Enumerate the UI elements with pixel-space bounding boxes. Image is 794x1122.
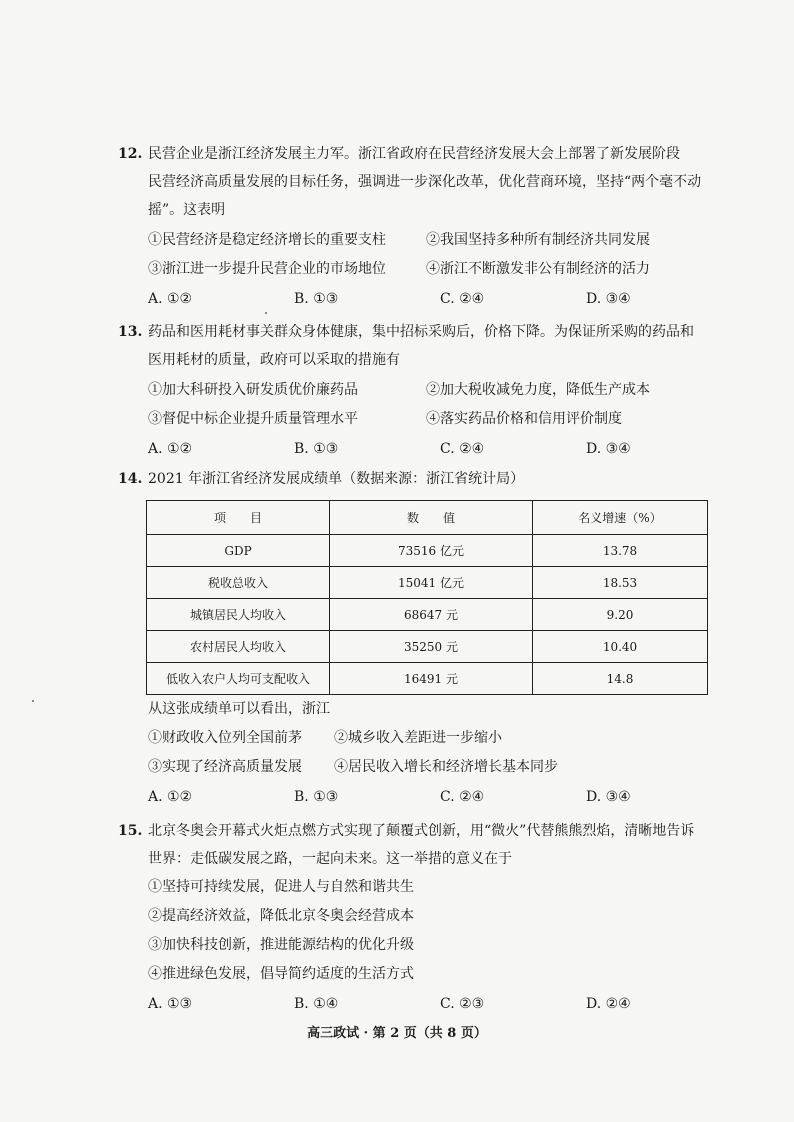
answer-b: B. ①④: [294, 996, 339, 1012]
question-stem: 世界：走低碳发展之路，一起向未来。这一举措的意义在于: [148, 851, 512, 867]
table-cell: 税收总收入: [147, 567, 330, 599]
answer-b: B. ①③: [294, 789, 339, 805]
option-1: ①财政收入位列全国前茅: [148, 730, 302, 746]
table-cell: 城镇居民人均收入: [147, 599, 330, 631]
option-1: ①民营经济是稳定经济增长的重要支柱: [148, 232, 386, 248]
option-4: ④浙江不断激发非公有制经济的活力: [426, 261, 650, 277]
question-stem: 摇”。这表明: [148, 202, 226, 218]
option-4: ④居民收入增长和经济增长基本同步: [334, 759, 558, 775]
option-1: ①加大科研投入研发质优价廉药品: [148, 382, 358, 398]
question-stem: 从这张成绩单可以看出，浙江: [148, 701, 330, 717]
table-row: [147, 535, 708, 567]
table-cell: 35250 元: [330, 631, 533, 663]
table-cell: 农村居民人均收入: [147, 631, 330, 663]
table-row: [147, 567, 708, 599]
question-number: 12.: [118, 146, 143, 162]
table-cell: 73516 亿元: [330, 535, 533, 567]
table-cell: 15041 亿元: [330, 567, 533, 599]
question-stem: 民营企业是浙江经济发展主力军。浙江省政府在民营经济发展大会上部署了新发展阶段: [148, 146, 680, 162]
option-3: ③督促中标企业提升质量管理水平: [148, 411, 358, 427]
table-header-row: [147, 501, 708, 535]
answer-c: C. ②④: [440, 291, 485, 307]
table-header: 名义增速（%）: [533, 501, 708, 535]
table-cell: GDP: [147, 535, 330, 567]
table-cell: 低收入农户人均可支配收入: [147, 663, 330, 695]
answer-a: A. ①②: [148, 441, 193, 457]
question-stem: 北京冬奥会开幕式火炬点燃方式实现了颠覆式创新，用“微火”代替熊熊烈焰，清晰地告诉: [148, 823, 695, 839]
question-number: 14.: [118, 471, 143, 487]
option-2: ②加大税收减免力度，降低生产成本: [426, 382, 650, 398]
question-stem: 2021 年浙江省经济发展成绩单（数据来源：浙江省统计局）: [148, 471, 525, 487]
option-2: ②我国坚持多种所有制经济共同发展: [426, 232, 650, 248]
table-cell: 14.8: [533, 663, 708, 695]
answer-a: A. ①③: [148, 996, 193, 1012]
table-row: [147, 599, 708, 631]
table-cell: 13.78: [533, 535, 708, 567]
question-14: [118, 465, 718, 493]
option-3: ③浙江进一步提升民营企业的市场地位: [148, 261, 386, 277]
answer-c: C. ②③: [440, 996, 485, 1012]
option-3: ③加快科技创新，推进能源结构的优化升级: [148, 937, 414, 953]
answer-b: B. ①③: [294, 441, 339, 457]
answer-b: B. ①③: [294, 291, 339, 307]
option-4: ④落实药品价格和信用评价制度: [426, 411, 622, 427]
answer-a: A. ①②: [148, 291, 193, 307]
table-cell: 18.53: [533, 567, 708, 599]
table-cell: 68647 元: [330, 599, 533, 631]
question-number: 13.: [118, 324, 143, 340]
table-header: 项 目: [147, 501, 330, 535]
answer-c: C. ②④: [440, 789, 485, 805]
question-stem: 药品和医用耗材事关群众身体健康，集中招标采购后，价格下降。为保证所采购的药品和: [148, 324, 694, 340]
table-row: [147, 663, 708, 695]
option-2: ②提高经济效益，降低北京冬奥会经营成本: [148, 908, 414, 924]
answer-a: A. ①②: [148, 789, 193, 805]
question-12: [118, 140, 718, 314]
table-header: 数 值: [330, 501, 533, 535]
table-row: [147, 631, 708, 663]
question-stem: 医用耗材的质量，政府可以采取的措施有: [148, 352, 400, 368]
option-1: ①坚持可持续发展，促进人与自然和谐共生: [148, 879, 414, 895]
option-4: ④推进绿色发展，倡导简约适度的生活方式: [148, 966, 414, 982]
table-cell: 9.20: [533, 599, 708, 631]
question-13: [118, 318, 718, 464]
answer-d: D. ③④: [586, 291, 631, 307]
answer-d: D. ③④: [586, 441, 631, 457]
option-3: ③实现了经济高质量发展: [148, 759, 302, 775]
scan-speck: [32, 700, 34, 702]
table-cell: 16491 元: [330, 663, 533, 695]
question-number: 15.: [118, 823, 143, 839]
option-2: ②城乡收入差距进一步缩小: [334, 730, 502, 746]
question-14-options: [118, 695, 718, 812]
page-footer: 高三政试 · 第 2 页（共 8 页）: [307, 1026, 487, 1041]
table-cell: 10.40: [533, 631, 708, 663]
economic-data-table: [146, 500, 708, 695]
scan-speck: [265, 312, 267, 314]
question-15: [118, 817, 718, 1019]
answer-c: C. ②④: [440, 441, 485, 457]
answer-d: D. ②④: [586, 996, 631, 1012]
question-stem: 民营经济高质量发展的目标任务，强调进一步深化改革，优化营商环境，坚持“两个毫不动: [148, 174, 702, 190]
answer-d: D. ③④: [586, 789, 631, 805]
